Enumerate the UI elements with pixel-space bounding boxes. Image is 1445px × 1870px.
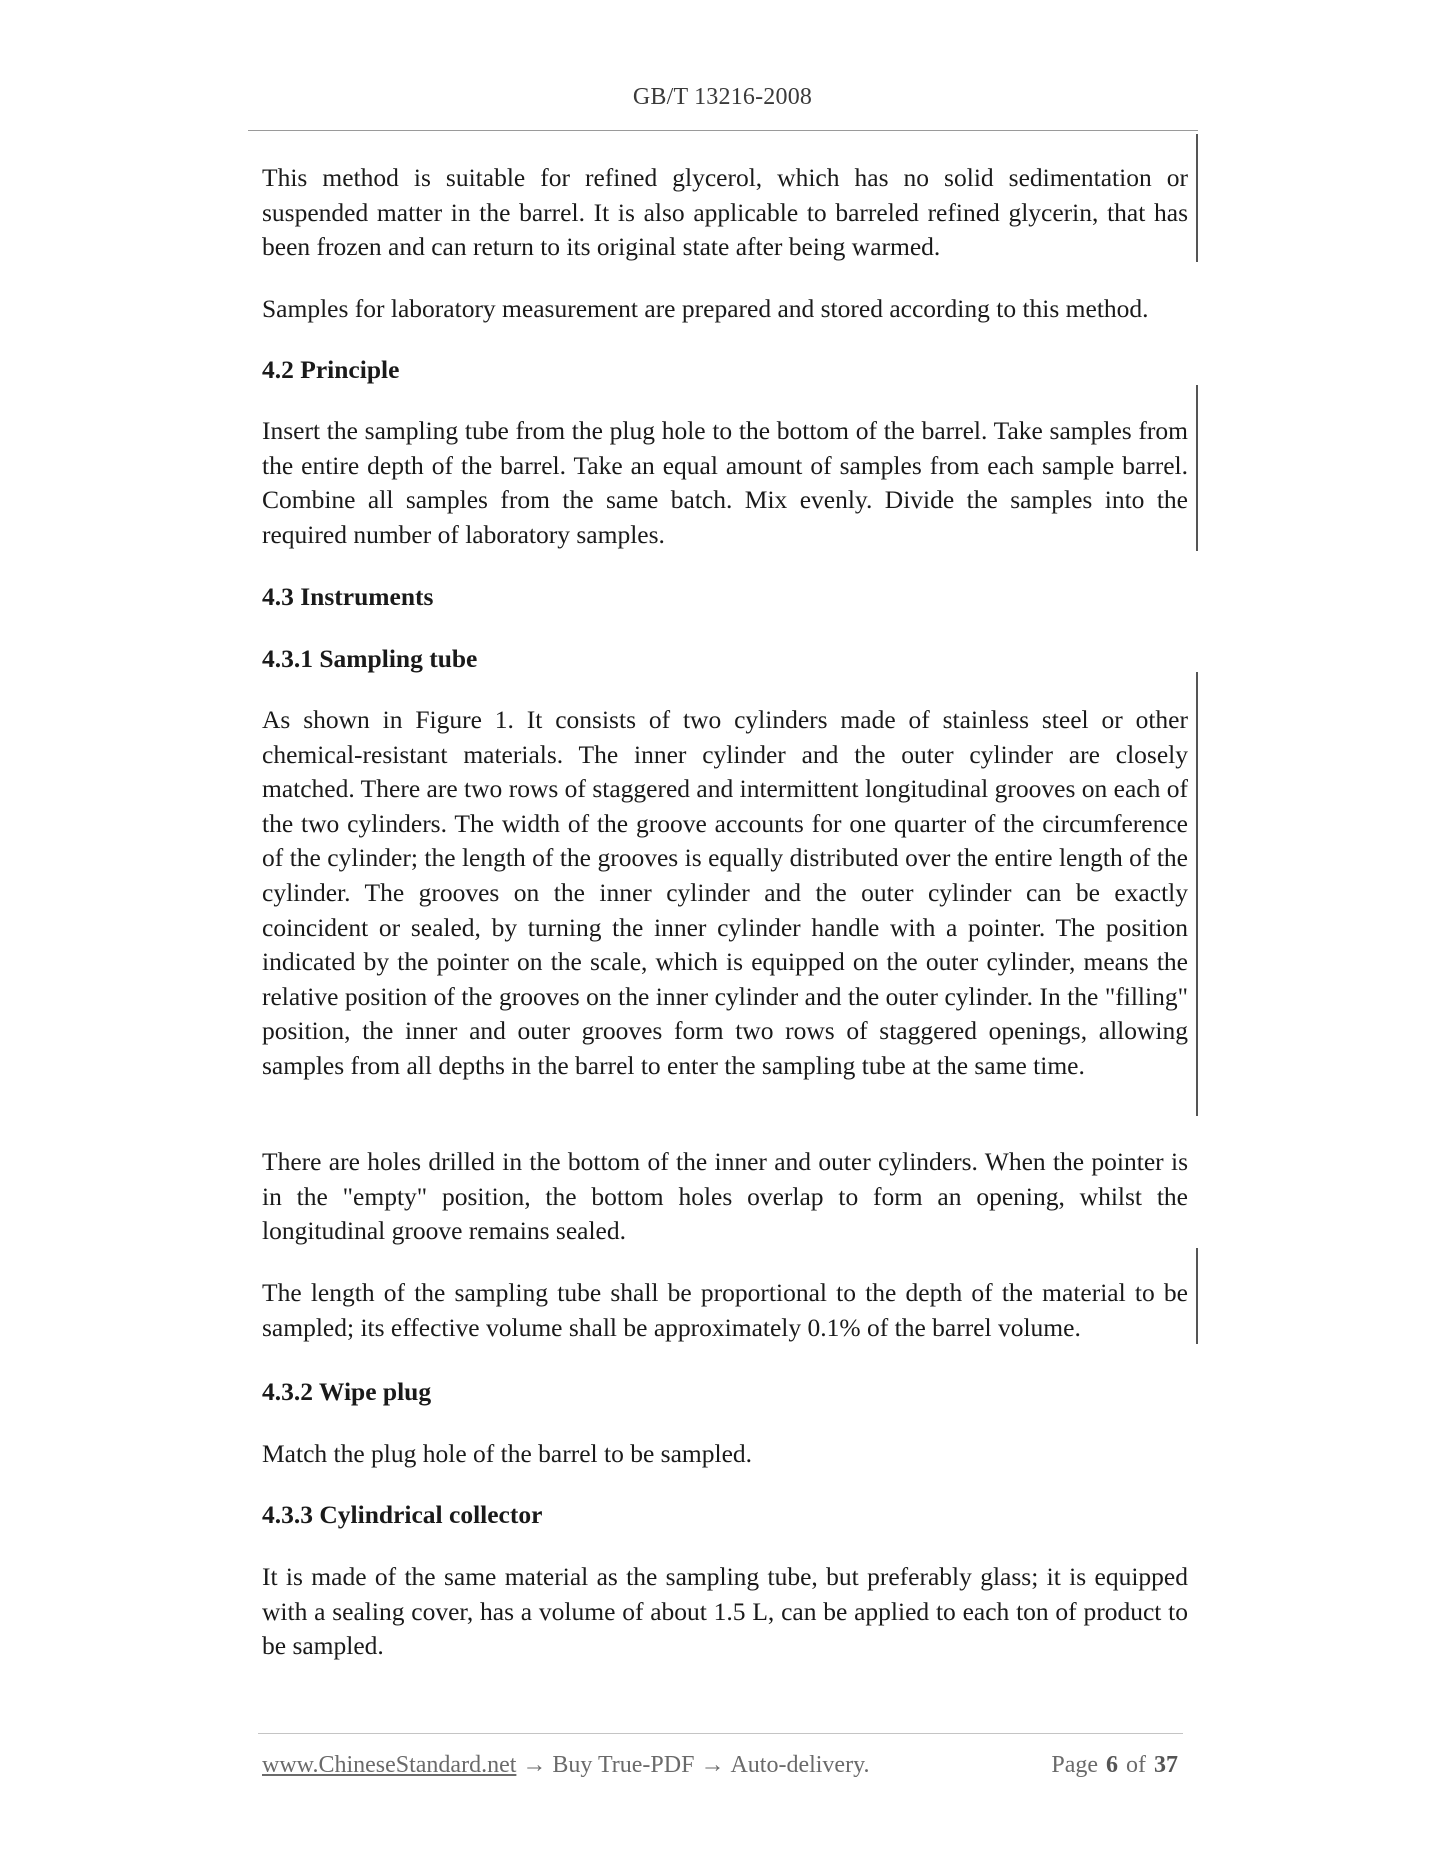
sampling-tube-paragraph: As shown in Figure 1. It consists of two cylinders made of stainless steel or other chemical-resistant materials. The inner cylinder and the outer cylinder are closely matched. There are two rows of staggered and intermittent longitudinal grooves on each of the two cylinders. The width of the groove accounts for one quarter of the circumference of the cylinder; the length of the grooves is equally distributed over the entire length of the cylinder. The grooves on the inner cylinder and the outer cylinder can be exactly coincident or sealed, by turning the inner cylinder handle with a pointer. The position indicated by the pointer on the scale, which is equipped on the outer cylinder, means the relative position of the grooves on the inner cylinder and the outer cylinder. In the "filling" position, the inner and outer grooves form two rows of staggered openings, allowing samples from all depths in the barrel to enter the sampling tube at the same time. bbox=[262, 705, 1188, 1080]
buy-pdf-text: Buy True-PDF bbox=[552, 1752, 695, 1778]
total-page-count: 37 bbox=[1154, 1752, 1178, 1778]
subsection-heading-sampling-tube: 4.3.1 Sampling tube bbox=[262, 644, 478, 673]
of-label: of bbox=[1126, 1752, 1146, 1778]
page-label: Page bbox=[1051, 1752, 1098, 1778]
header-divider bbox=[248, 130, 1198, 131]
tube-length-paragraph: The length of the sampling tube shall be proportional to the depth of the material to be sampled; its effective volume shall be approximately 0.1% of the barrel volume. bbox=[262, 1278, 1188, 1342]
bottom-holes-paragraph: There are holes drilled in the bottom of the inner and outer cylinders. When the pointer is in the "empty" position, the bottom holes overlap to form an opening, whilst the longitudinal groove remains sealed. bbox=[262, 1147, 1188, 1246]
website-link[interactable]: www.ChineseStandard.net bbox=[262, 1752, 517, 1778]
footer-links bbox=[262, 1752, 870, 1779]
section-heading-instruments: 4.3 Instruments bbox=[262, 582, 434, 611]
auto-delivery-text: Auto-delivery. bbox=[730, 1752, 870, 1778]
arrow-right-icon: → bbox=[522, 1752, 547, 1778]
arrow-right-icon: → bbox=[700, 1752, 725, 1778]
change-bar bbox=[1196, 134, 1198, 262]
document-id: GB/T 13216-2008 bbox=[632, 84, 813, 110]
subsection-heading-cylindrical-collector: 4.3.3 Cylindrical collector bbox=[262, 1500, 543, 1529]
intro-note-paragraph: Samples for laboratory measurement are prepared and stored according to this method. bbox=[262, 294, 1149, 323]
principle-paragraph: Insert the sampling tube from the plug hole to the bottom of the barrel. Take samples from the entire depth of the barrel. Take an equal amount of samples from each sample barrel. Combine all samples from the same batch. Mix evenly. Divide the samples into the required number of laboratory samples. bbox=[262, 416, 1188, 549]
page-indicator bbox=[1051, 1752, 1178, 1779]
change-bar bbox=[1196, 1248, 1198, 1344]
change-bar bbox=[1196, 385, 1198, 551]
change-bar bbox=[1196, 672, 1198, 1116]
footer-divider bbox=[258, 1733, 1183, 1734]
wipe-plug-paragraph: Match the plug hole of the barrel to be sampled. bbox=[262, 1439, 753, 1468]
intro-paragraph: This method is suitable for refined glycerol, which has no solid sedimentation or suspended matter in the barrel. It is also applicable to barreled refined glycerin, that has been frozen and can return to its original state after being warmed. bbox=[262, 163, 1188, 262]
section-heading-principle: 4.2 Principle bbox=[262, 355, 400, 384]
current-page-number: 6 bbox=[1106, 1752, 1118, 1778]
subsection-heading-wipe-plug: 4.3.2 Wipe plug bbox=[262, 1377, 432, 1406]
collector-paragraph: It is made of the same material as the sampling tube, but preferably glass; it is equipped with a sealing cover, has a volume of about 1.5 L, can be applied to each ton of product to be sampled. bbox=[262, 1562, 1188, 1661]
